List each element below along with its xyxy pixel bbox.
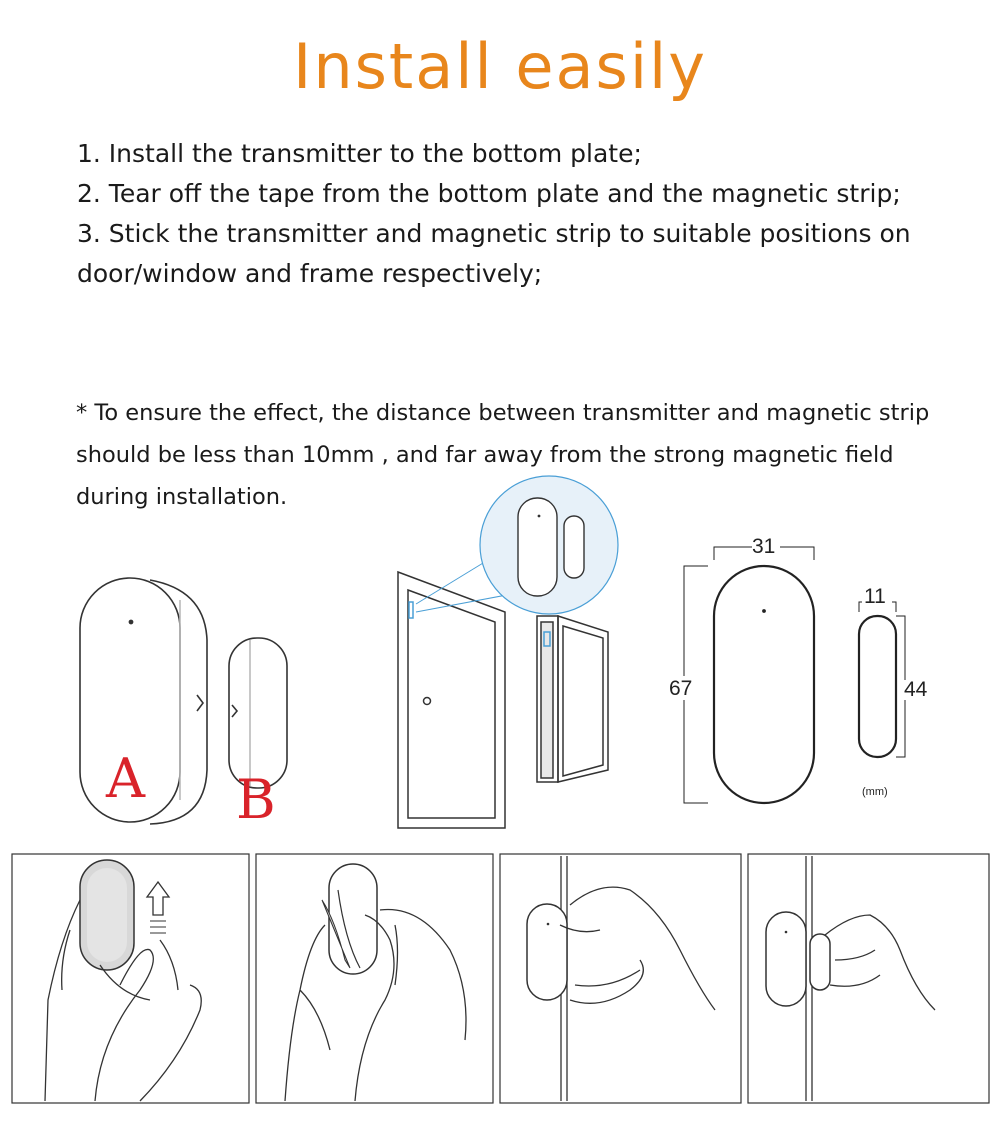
step-panel-3 (500, 854, 741, 1103)
door-illustration (398, 572, 608, 828)
note-line-3: during installation. (76, 484, 288, 510)
note-line-1: * To ensure the effect, the distance between transmitter and magnetic strip (76, 400, 930, 426)
step-1: 1. Install the transmitter to the bottom plate; (77, 139, 642, 168)
callout-zoom (416, 476, 618, 614)
dim-height: 67 (669, 677, 693, 700)
step-2: 2. Tear off the tape from the bottom plate and the magnetic strip; (77, 179, 901, 208)
label-b: B (236, 768, 276, 831)
magnet-illustration (229, 638, 287, 788)
dim-strip-width: 11 (864, 585, 886, 608)
page-title: Install easily (293, 30, 707, 103)
dim-strip-height: 44 (904, 678, 928, 701)
step-3: 3. Stick the transmitter and magnetic strip to suitable positions on (77, 219, 911, 248)
dim-unit: (mm) (862, 786, 888, 798)
dim-width: 31 (752, 535, 776, 558)
note-line-2: should be less than 10mm , and far away from the strong magnetic field (76, 442, 894, 468)
label-a: A (106, 747, 145, 810)
step-panel-2 (256, 854, 493, 1103)
step-panel-4 (748, 854, 989, 1103)
step-3-continued: door/window and frame respectively; (77, 259, 543, 288)
step-panel-1 (12, 854, 249, 1103)
